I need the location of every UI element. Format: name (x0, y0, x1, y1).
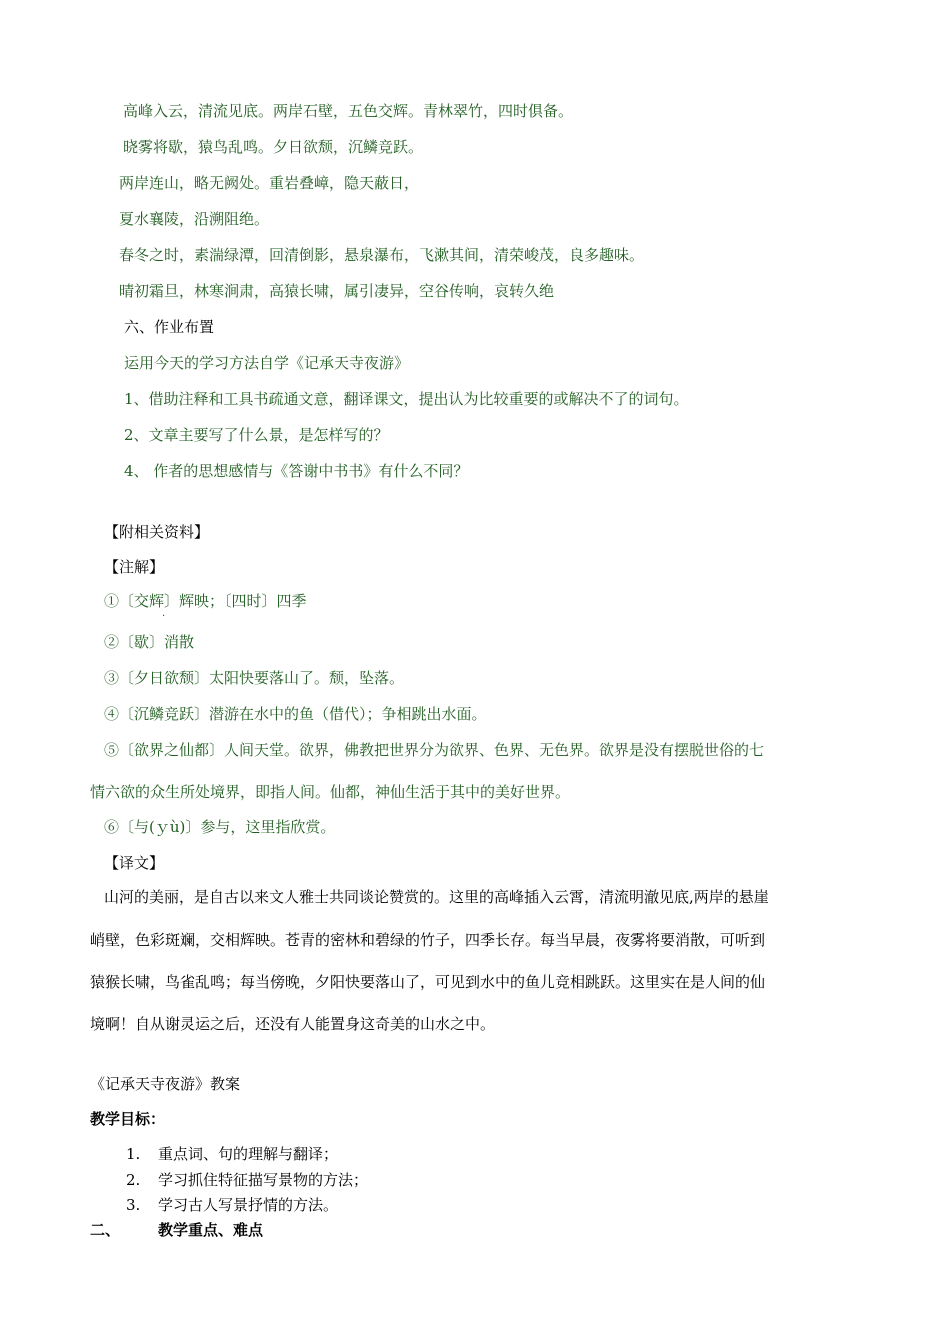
goal-number-1: 1. (126, 1145, 141, 1163)
translation-line-2: 峭壁，色彩斑斓，交相辉映。苍青的密林和碧绿的竹子，四季长存。每当早晨，夜雾将要消散，可听到 (90, 931, 766, 949)
translation-line-3: 猿猴长啸，鸟雀乱鸣；每当傍晚，夕阳快要落山了，可见到水中的鱼儿竞相跳跃。这里实在是人间的仙 (90, 973, 766, 991)
poem-line-2: 晓雾将歇，猿鸟乱鸣。夕日欲颓，沉鳞竞跃。 (123, 138, 424, 156)
note-item-3: ③〔夕日欲颓〕太阳快要落山了。颓，坠落。 (104, 669, 405, 687)
note-item-5: ⑤〔欲界之仙都〕人间天堂。欲界，佛教把世界分为欲界、色界、无色界。欲界是没有摆脱世俗的七 (104, 741, 765, 759)
goal-item-3: 学习古人写景抒情的方法。 (158, 1196, 339, 1214)
emphasis-dot: · (162, 611, 166, 622)
note-item-6: ⑥〔与(ｙù)〕参与，这里指欣赏。 (104, 818, 336, 836)
goal-item-1: 重点词、句的理解与翻译； (158, 1145, 339, 1163)
homework-item-2: 2、文章主要写了什么景，是怎样写的？ (124, 426, 389, 444)
note-item-5-cont: 情六欲的众生所处境界，即指人间。仙都，神仙生活于其中的美好世界。 (90, 783, 571, 801)
poem-line-6: 晴初霜旦，林寒涧肃，高猿长啸，属引凄异，空谷传响，哀转久绝 (119, 282, 555, 300)
notes-heading: 【注解】 (104, 558, 165, 576)
homework-item-1: 1、借助注释和工具书疏通文意，翻译课文，提出认为比较重要的或解决不了的词句。 (124, 390, 689, 408)
translation-line-1: 山河的美丽，是自古以来文人雅士共同谈论赞赏的。这里的高峰插入云霄，清流明澈见底,两岸的悬崖 (104, 888, 769, 906)
poem-line-1: 高峰入云，清流见底。两岸石壁，五色交辉。青林翠竹，四时俱备。 (123, 102, 574, 120)
homework-intro: 运用今天的学习方法自学《记承天寺夜游》 (124, 354, 410, 372)
poem-line-3: 两岸连山，略无阙处。重岩叠嶂，隐天蔽日， (119, 174, 420, 192)
poem-line-5: 春冬之时，素湍绿潭，回清倒影，悬泉瀑布，飞漱其间，清荣峻茂，良多趣味。 (119, 246, 645, 264)
goals-heading: 教学目标： (90, 1110, 166, 1128)
section-2-number: 二、 (90, 1221, 121, 1239)
translation-line-4: 境啊！自从谢灵运之后，还没有人能置身这奇美的山水之中。 (90, 1015, 496, 1033)
homework-item-3: 4、 作者的思想感情与《答谢中书书》有什么不同？ (124, 462, 469, 480)
goal-number-3: 3. (126, 1196, 141, 1214)
note-item-4: ④〔沉鳞竞跃〕潜游在水中的鱼（借代）；争相跳出水面。 (104, 705, 487, 723)
goal-number-2: 2. (126, 1171, 141, 1189)
note-item-2: ②〔歇〕消散 (104, 633, 195, 651)
lesson-title: 《记承天寺夜游》教案 (90, 1075, 241, 1093)
translation-heading: 【译文】 (104, 854, 165, 872)
note-item-1: ①〔交辉〕辉映；〔四时〕四季 (104, 592, 307, 610)
poem-line-4: 夏水襄陵，沿溯阻绝。 (119, 210, 270, 228)
goal-item-2: 学习抓住特征描写景物的方法； (158, 1171, 369, 1189)
section-2-heading: 教学重点、难点 (158, 1221, 264, 1239)
homework-heading: 六、作业布置 (124, 318, 215, 336)
appendix-heading: 【附相关资料】 (104, 523, 210, 541)
